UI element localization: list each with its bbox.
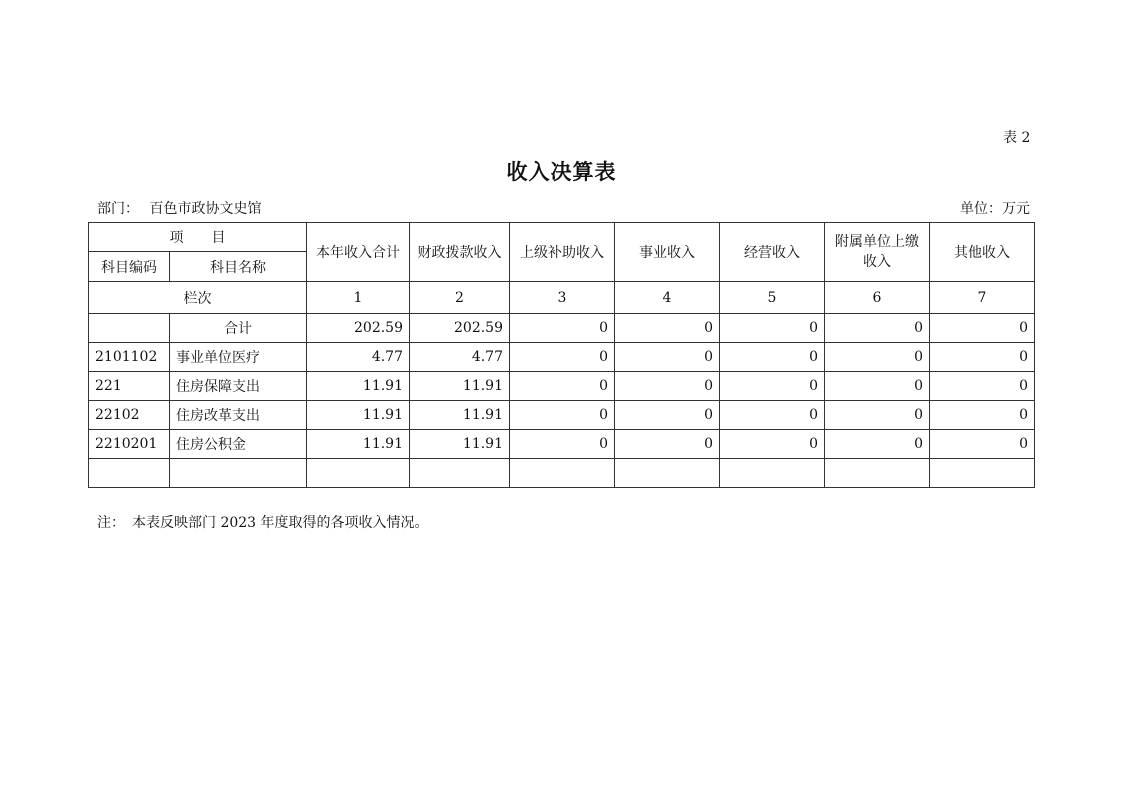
column-number: 7	[930, 282, 1035, 314]
amount-cell: 4.77	[307, 343, 410, 372]
footnote: 注： 本表反映部门 2023 年度取得的各项收入情况。	[97, 515, 429, 531]
amount-cell: 0	[510, 401, 615, 430]
subject-name-cell: 合计	[170, 314, 307, 343]
table-row	[89, 459, 1035, 488]
subject-name-cell	[170, 459, 307, 488]
amount-cell: 0	[825, 430, 930, 459]
amount-cell: 0	[930, 372, 1035, 401]
department-line	[97, 198, 261, 218]
amount-cell: 4.77	[410, 343, 510, 372]
amount-cell: 0	[825, 372, 930, 401]
amount-cell	[720, 459, 825, 488]
header-code: 科目编码	[89, 252, 170, 282]
header-name: 科目名称	[170, 252, 307, 282]
subject-name-cell: 住房保障支出	[170, 372, 307, 401]
amount-cell: 0	[615, 314, 720, 343]
column-number: 6	[825, 282, 930, 314]
subject-code-cell: 2101102	[89, 343, 170, 372]
amount-cell	[510, 459, 615, 488]
amount-cell: 202.59	[410, 314, 510, 343]
header-row-1	[89, 223, 1035, 252]
amount-cell: 11.91	[307, 401, 410, 430]
amount-cell: 0	[720, 401, 825, 430]
amount-cell: 0	[510, 314, 615, 343]
amount-cell: 11.91	[307, 372, 410, 401]
amount-cell: 0	[930, 314, 1035, 343]
amount-cell: 0	[615, 343, 720, 372]
subject-name-cell: 事业单位医疗	[170, 343, 307, 372]
subject-code-cell: 2210201	[89, 430, 170, 459]
table-row	[89, 372, 1035, 401]
amount-cell	[410, 459, 510, 488]
column-number: 1	[307, 282, 410, 314]
header-item: 项 目	[89, 223, 307, 252]
page-title: 收入决算表	[506, 159, 617, 184]
amount-cell: 0	[720, 430, 825, 459]
department-label: 部门：	[97, 201, 139, 217]
amount-cell: 0	[615, 430, 720, 459]
header-col-1: 本年收入合计	[307, 223, 410, 282]
header-col-5: 经营收入	[720, 223, 825, 282]
table-row	[89, 401, 1035, 430]
amount-cell	[930, 459, 1035, 488]
income-table	[88, 222, 1035, 488]
table-body	[89, 314, 1035, 488]
amount-cell: 11.91	[410, 430, 510, 459]
subject-code-cell: 22102	[89, 401, 170, 430]
column-number: 4	[615, 282, 720, 314]
table-row	[89, 430, 1035, 459]
amount-cell: 0	[720, 372, 825, 401]
header-col-3: 上级补助收入	[510, 223, 615, 282]
subject-code-cell	[89, 314, 170, 343]
subject-code-cell	[89, 459, 170, 488]
table-row	[89, 343, 1035, 372]
header-col-7: 其他收入	[930, 223, 1035, 282]
amount-cell: 0	[825, 401, 930, 430]
amount-cell: 0	[930, 430, 1035, 459]
amount-cell: 11.91	[307, 430, 410, 459]
department-name: 百色市政协文史馆	[149, 201, 262, 217]
header-col-6: 附属单位上缴收入	[825, 223, 930, 282]
amount-cell: 0	[510, 430, 615, 459]
amount-cell	[307, 459, 410, 488]
amount-cell: 11.91	[410, 372, 510, 401]
amount-cell	[615, 459, 720, 488]
amount-cell: 0	[510, 343, 615, 372]
column-number-label: 栏次	[89, 282, 307, 314]
amount-cell	[825, 459, 930, 488]
table-number: 表 2	[1003, 130, 1031, 146]
unit-label: 单位：万元	[960, 201, 1030, 217]
amount-cell: 0	[615, 372, 720, 401]
header-col-2: 财政拨款收入	[410, 223, 510, 282]
amount-cell: 0	[825, 314, 930, 343]
amount-cell: 0	[615, 401, 720, 430]
amount-cell: 0	[930, 401, 1035, 430]
header-col-4: 事业收入	[615, 223, 720, 282]
table-row	[89, 314, 1035, 343]
column-number: 5	[720, 282, 825, 314]
amount-cell: 0	[720, 343, 825, 372]
amount-cell: 11.91	[410, 401, 510, 430]
subject-name-cell: 住房改革支出	[170, 401, 307, 430]
amount-cell: 0	[825, 343, 930, 372]
column-number-row	[89, 282, 1035, 314]
subject-name-cell: 住房公积金	[170, 430, 307, 459]
amount-cell: 0	[930, 343, 1035, 372]
amount-cell: 0	[720, 314, 825, 343]
amount-cell: 0	[510, 372, 615, 401]
amount-cell: 202.59	[307, 314, 410, 343]
subject-code-cell: 221	[89, 372, 170, 401]
column-number: 3	[510, 282, 615, 314]
column-number: 2	[410, 282, 510, 314]
